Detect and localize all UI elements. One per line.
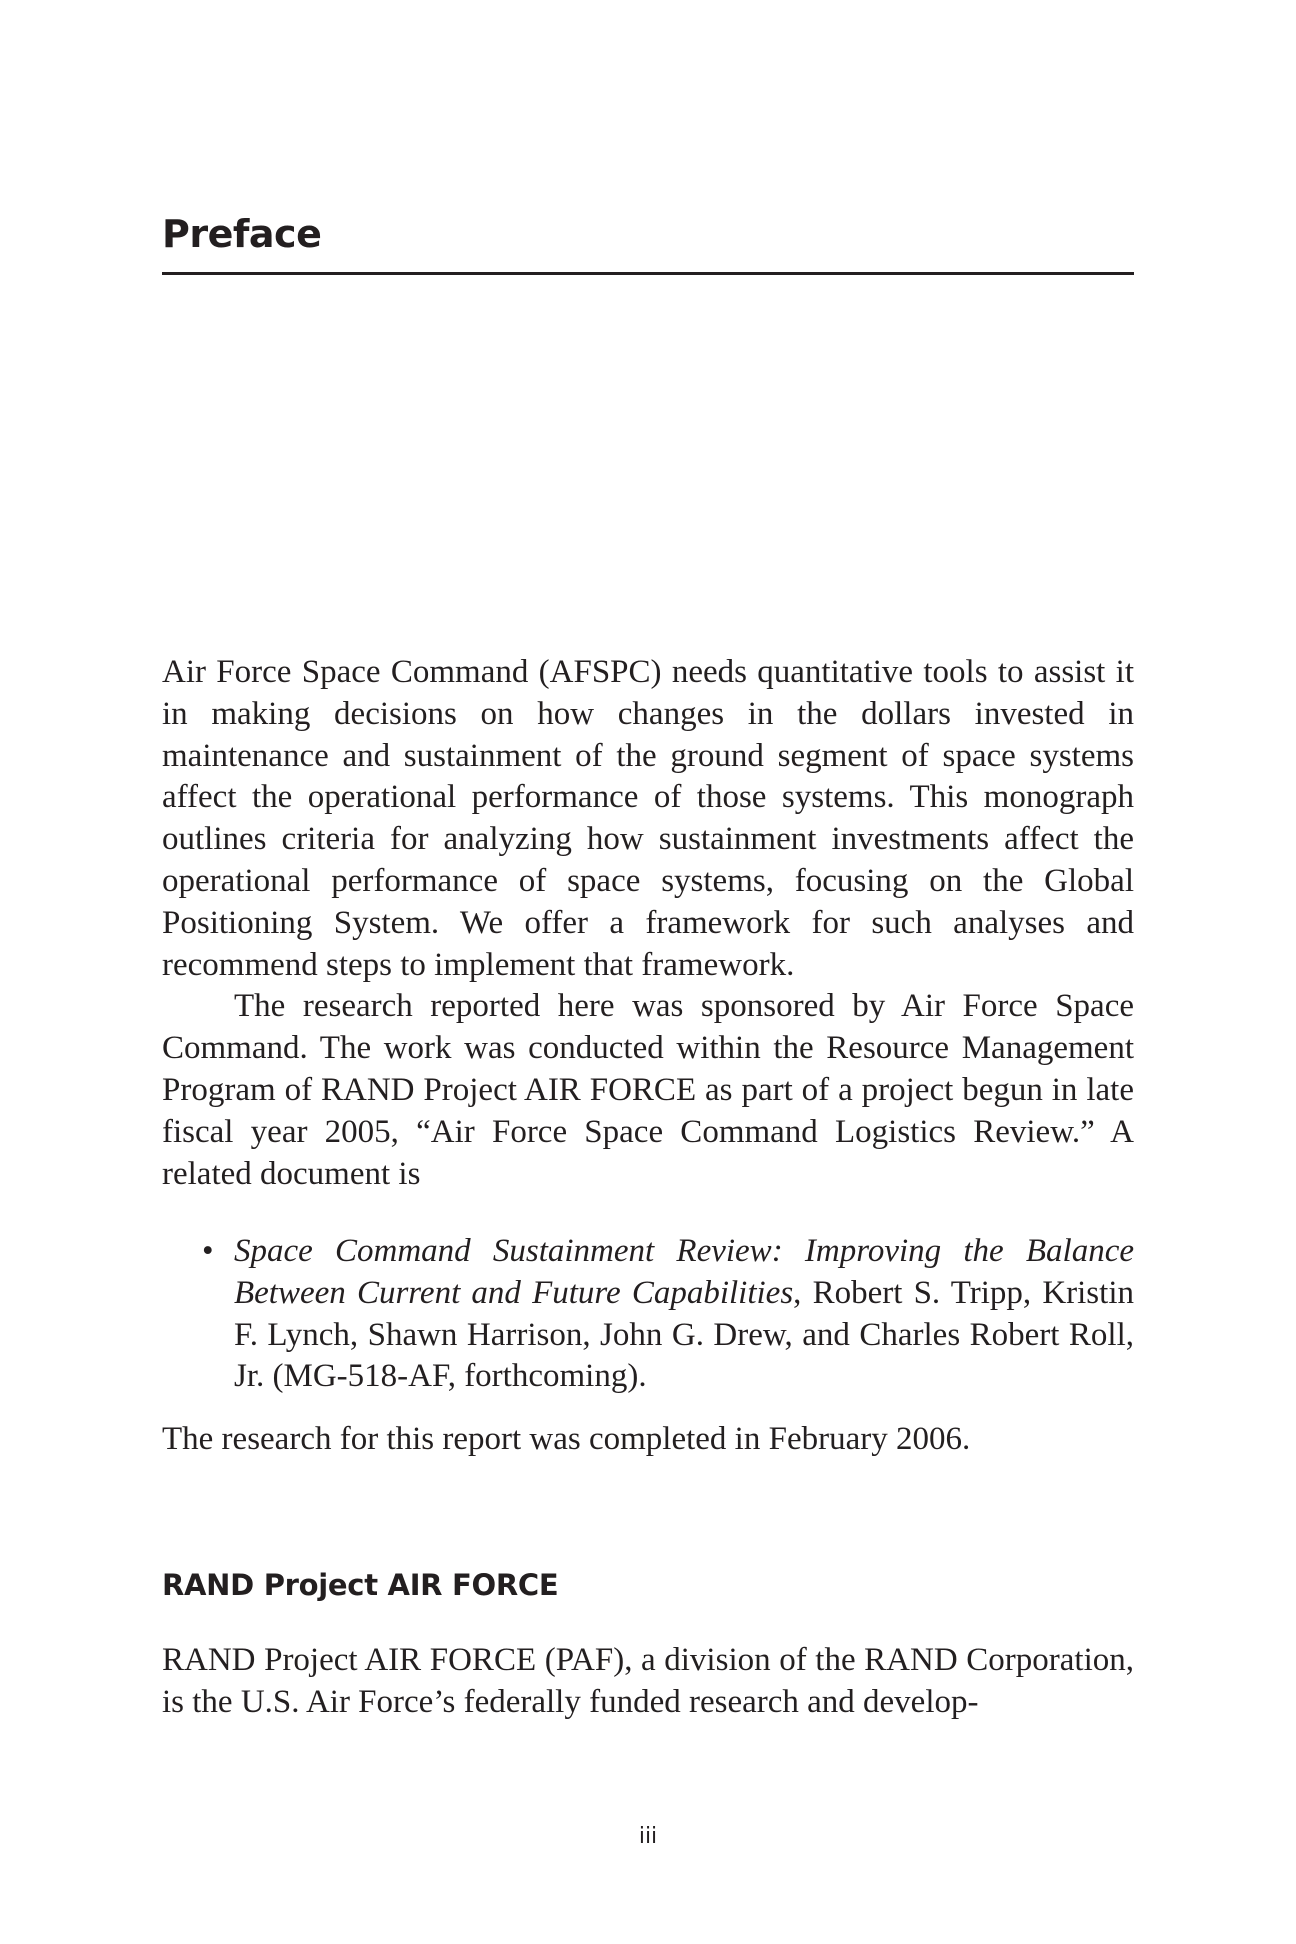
related-document-title: Space Command Sustainment Review: Improving the Balance Between Current and Future Capabilities <box>234 1233 1134 1311</box>
paragraph-completion: The research for this report was completed in February 2006. <box>162 1421 971 1457</box>
section-heading: RAND Project AIR FORCE <box>162 1568 559 1602</box>
completion-note-block <box>162 1419 1134 1461</box>
section-body <box>162 1640 1134 1724</box>
title-divider <box>162 272 1134 275</box>
paragraph-paf: RAND Project AIR FORCE (PAF), a division of the RAND Corporation, is the U.S. Air Force’s federally funded research and develop- <box>162 1642 1134 1720</box>
bullet-icon: • <box>202 1233 214 1269</box>
page-number: iii <box>638 1824 658 1849</box>
list-item <box>162 1231 1134 1398</box>
related-document-details: , Robert S. Tripp, Kristin F. Lynch, Shawn Harrison, John G. Drew, and Charles Robert Roll, Jr. (MG-518-AF, forthcoming). <box>234 1274 1134 1395</box>
page-title: Preface <box>162 212 322 256</box>
paragraph-sponsorship: The research reported here was sponsored by Air Force Space Command. The work was conducted within the Resource Management Program of RAND Project AIR FORCE as part of a project begun in late fiscal year 2005, “Air Force Space Command Logistics Review.” A related document is <box>162 988 1134 1192</box>
related-documents-list <box>162 1231 1134 1398</box>
paragraph-intro: Air Force Space Command (AFSPC) needs quantitative tools to assist it in making decisions on how changes in the dollars invested in maintenance and sustainment of the ground segment of space systems affect the operational performance of those systems. This monograph outlines criteria for analyzing how sustainment investments affect the operational performance of space systems, focusing on the Global Positioning System. We offer a framework for such analyses and recommend steps to implement that framework. <box>162 654 1134 983</box>
preface-body <box>162 652 1134 1195</box>
